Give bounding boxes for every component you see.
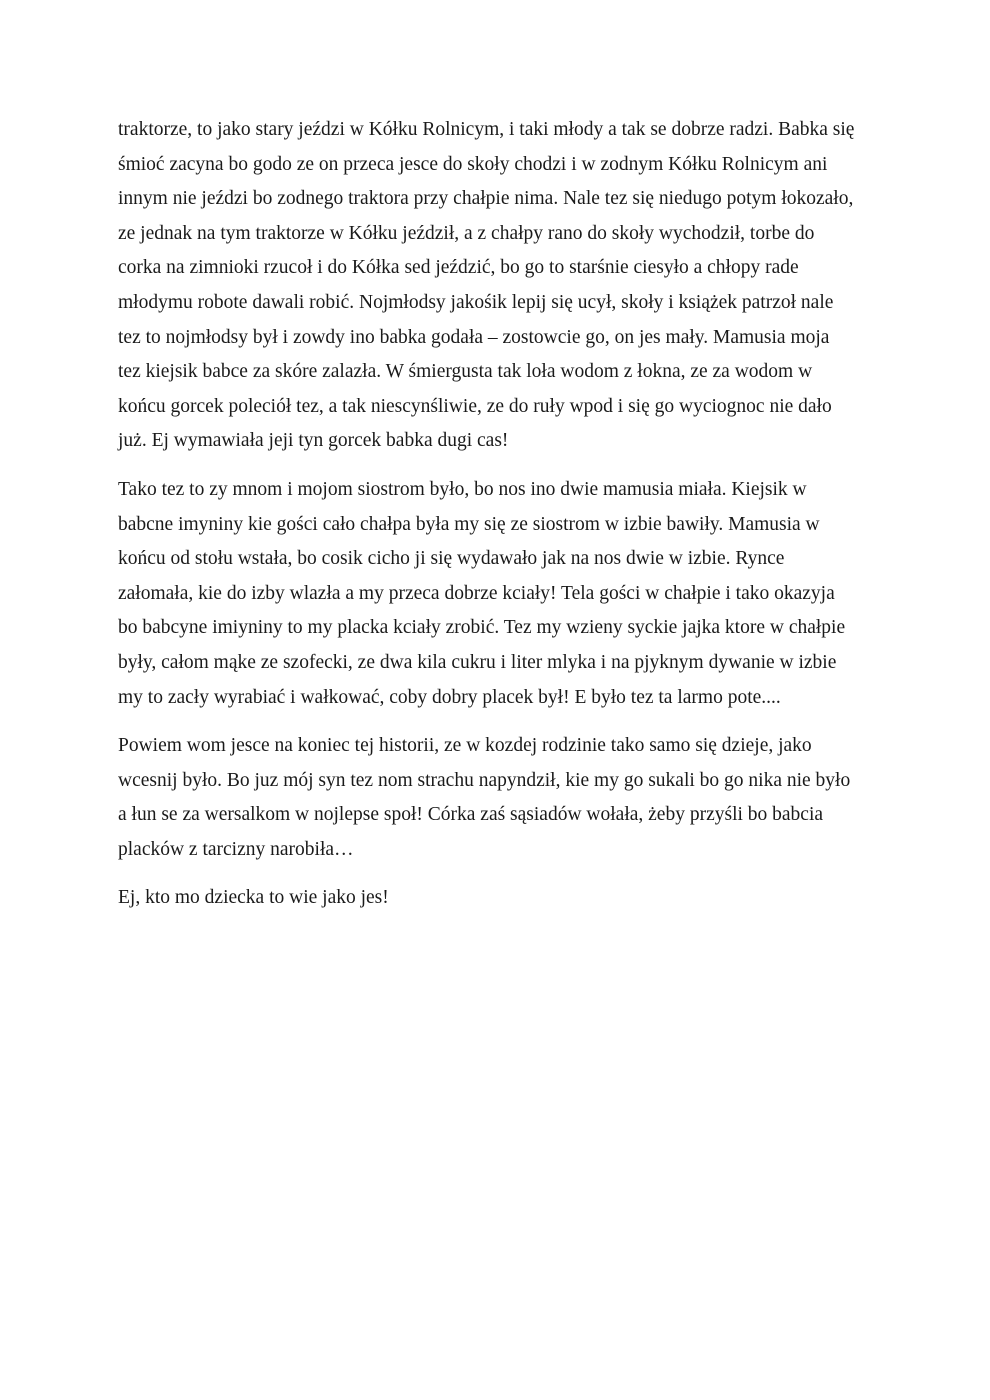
document-body xyxy=(118,113,878,930)
text-line: końcu gorcek poleciół tez, a tak niescynśliwie, ze do ruły wpod i się go wyciognoc nie dało xyxy=(118,395,832,417)
text-line: Powiem wom jesce na koniec tej historii, ze w kozdej rodzinie tako samo się dzieje, jako xyxy=(118,735,812,757)
text-line: babcne imyniny kie gości cało chałpa była my się ze siostrom w izbie bawiły. Mamusia w xyxy=(118,513,820,535)
text-line: tez kiejsik babce za skóre zalazła. W śmiergusta tak loła wodom z łokna, ze za wodom w xyxy=(118,361,813,383)
text-line: ze jednak na tym traktorze w Kółku jeździł, a z chałpy rano do skoły wychodził, torbe do xyxy=(118,222,815,244)
text-line: traktorze, to jako stary jeździ w Kółku Rolnicym, i taki młody a tak se dobrze radzi. Babka się xyxy=(118,119,855,140)
text-line: były, całom mąke ze szofecki, ze dwa kila cukru i liter mlyka i na pjyknym dywanie w izbie xyxy=(118,651,837,673)
text-line: placków z tarcizny narobiła… xyxy=(118,838,354,860)
text-line: śmioć zacyna bo godo ze on przeca jesce do skoły chodzi i w zodnym Kółku Rolnicym ani xyxy=(118,153,828,175)
text-line: my to zacły wyrabiać i wałkować, coby dobry placek był! E było tez ta larmo pote.... xyxy=(118,686,781,708)
text-line: młodymu robote dawali robić. Nojmłodsy jakośik lepij się ucył, skoły i książek patrzoł nale xyxy=(118,291,834,313)
paragraph-3 xyxy=(118,729,878,867)
text-line: Tako tez to zy mnom i mojom siostrom było, bo nos ino dwie mamusia miała. Kiejsik w xyxy=(118,478,807,500)
text-line: Ej, kto mo dziecka to wie jako jes! xyxy=(118,887,389,909)
text-line: bo babcyne imiyniny to my placka kciały zrobić. Tez my wzieny syckie jajka ktore w chałpie xyxy=(118,617,846,639)
paragraph-1 xyxy=(118,113,878,459)
text-line: a łun se za wersalkom w nojlepse społ! Córka zaś sąsiadów wołała, żeby przyśli bo babcia xyxy=(118,804,824,826)
paragraph-4 xyxy=(118,881,878,916)
text-line: już. Ej wymawiała jeji tyn gorcek babka dugi cas! xyxy=(118,430,509,452)
text-line: corka na zimnioki rzucoł i do Kółka sed jeździć, bo go to starśnie ciesyło a chłopy rade xyxy=(118,257,799,279)
text-line: innym nie jeździ bo zodnego traktora przy chałpie nima. Nale tez się niedugo potym łokozało, xyxy=(118,188,854,210)
paragraph-2 xyxy=(118,473,878,715)
text-line: wcesnij było. Bo juz mój syn tez nom strachu napyndził, kie my go sukali bo go nika nie było xyxy=(118,769,851,791)
text-line: końcu od stołu wstała, bo cosik cicho ji się wydawało jak na nos dwie w izbie. Rynce xyxy=(118,548,785,570)
text-line: tez to nojmłodsy był i zowdy ino babka godała – zostowcie go, on jes mały. Mamusia moja xyxy=(118,326,830,348)
text-line: załomała, kie do izby wlazła a my przeca dobrze kciały! Tela gości w chałpie i tako okazyja xyxy=(118,582,835,604)
